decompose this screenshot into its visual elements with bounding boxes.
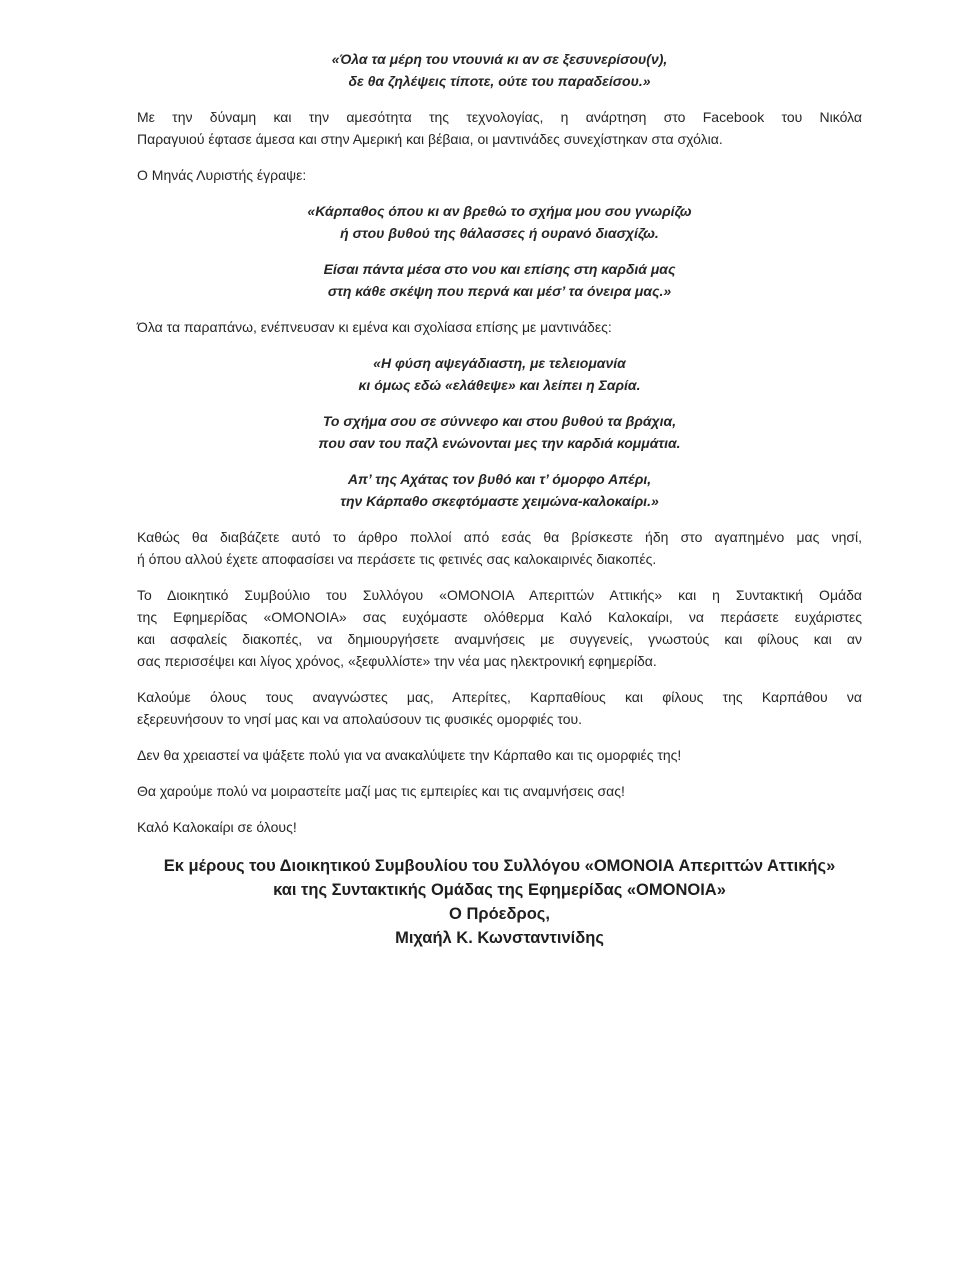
text-line: Ο Μηνάς Λυριστής έγραψε: [137, 167, 307, 183]
text-line: «Όλα τα μέρη του ντουνιά κι αν σε ξεσυνερίσου(ν), [331, 51, 668, 67]
verse-quote [137, 48, 862, 92]
text-line: Θα χαρούμε πολύ να μοιραστείτε μαζί μας τις εμπειρίες και τις αναμνήσεις σας! [137, 783, 625, 799]
text-line: Παραγυιού έφτασε άμεσα και στην Αμερική και βέβαια, οι μαντινάδες συνεχίστηκαν στα σχόλια. [137, 131, 723, 147]
text-line: «Κάρπαθος όπου κι αν βρεθώ το σχήμα μου σου γνωρίζω [307, 203, 692, 219]
paragraph [137, 526, 862, 570]
paragraph [137, 816, 862, 838]
document-page [137, 48, 862, 950]
paragraph [137, 584, 862, 672]
text-line: κι όμως εδώ «ελάθεψε» και λείπει η Σαρία. [358, 377, 641, 393]
text-line: «Η φύση αψεγάδιαστη, με τελειομανία [373, 355, 626, 371]
text-line: Το Διοικητικό Συμβούλιο του Συλλόγου «ΟΜΟΝΟΙΑ Απεριττών Αττικής» και η Συντακτική Ομάδα [137, 587, 862, 603]
signature-title: Ο Πρόεδρος, [449, 905, 550, 923]
verse-quote [137, 410, 862, 454]
text-line: Απ’ της Αχάτας τον βυθό και τ’ όμορφο Απέρι, [347, 471, 652, 487]
signature-line: και της Συντακτικής Ομάδας της Εφημερίδας «ΟΜΟΝΟΙΑ» [273, 881, 726, 899]
signature-block [137, 854, 862, 950]
text-line: Το σχήμα σου σε σύννεφο και στου βυθού τα βράχια, [322, 413, 677, 429]
paragraph [137, 744, 862, 766]
text-line: Καλό Καλοκαίρι σε όλους! [137, 819, 297, 835]
text-line: στη κάθε σκέψη που περνά και μέσ’ τα όνειρα μας.» [327, 283, 672, 299]
verse-quote [137, 468, 862, 512]
article-body [137, 48, 862, 838]
verse-quote [137, 352, 862, 396]
text-line: που σαν του παζλ ενώνονται μες την καρδιά κομμάτια. [318, 435, 681, 451]
text-line: ή όπου αλλού έχετε αποφασίσει να περάσετε τις φετινές σας καλοκαιρινές διακοπές. [137, 551, 657, 567]
text-line: σας περισσέψει και λίγος χρόνος, «ξεφυλλίστε» την νέα μας ηλεκτρονική εφημερίδα. [137, 653, 657, 669]
text-line: Όλα τα παραπάνω, ενέπνευσαν κι εμένα και σχολίασα επίσης με μαντινάδες: [137, 319, 612, 335]
text-line: Είσαι πάντα μέσα στο νου και επίσης στη καρδιά μας [323, 261, 676, 277]
signature-line: Εκ μέρους του Διοικητικού Συμβουλίου του Συλλόγου «ΟΜΟΝΟΙΑ Απεριττών Αττικής» [163, 857, 836, 875]
signature-name: Μιχαήλ Κ. Κωνσταντινίδης [395, 929, 604, 947]
paragraph [137, 686, 862, 730]
text-line: και ασφαλείς διακοπές, να δημιουργήσετε αναμνήσεις με συγγενείς, γνωστούς και φίλους και αν [137, 631, 862, 647]
text-line: την Κάρπαθο σκεφτόμαστε χειμώνα-καλοκαίρι.» [340, 493, 659, 509]
verse-quote [137, 258, 862, 302]
text-line: ή στου βυθού της θάλασσες ή ουρανό διασχίζω. [340, 225, 659, 241]
verse-quote [137, 200, 862, 244]
text-line: Δεν θα χρειαστεί να ψάξετε πολύ για να ανακαλύψετε την Κάρπαθο και τις ομορφιές της! [137, 747, 682, 763]
paragraph [137, 106, 862, 150]
text-line: Καθώς θα διαβάζετε αυτό το άρθρο πολλοί από εσάς θα βρίσκεστε ήδη στο αγαπημένο μας νησί, [137, 529, 862, 545]
paragraph [137, 780, 862, 802]
paragraph [137, 164, 862, 186]
paragraph [137, 316, 862, 338]
text-line: Καλούμε όλους τους αναγνώστες μας, Απερίτες, Καρπαθίους και φίλους της Καρπάθου να [137, 689, 862, 705]
text-line: εξερευνήσουν το νησί μας και να απολαύσουν τις φυσικές ομορφιές του. [137, 711, 583, 727]
text-line: της Εφημερίδας «ΟΜΟΝΟΙΑ» σας ευχόμαστε ολόθερμα Καλό Καλοκαίρι, να περάσετε ευχάριστες [137, 609, 862, 625]
text-line: Με την δύναμη και την αμεσότητα της τεχνολογίας, η ανάρτηση στο Facebook του Νικόλα [137, 109, 862, 125]
text-line: δε θα ζηλέψεις τίποτε, ούτε του παραδείσου.» [348, 73, 651, 89]
